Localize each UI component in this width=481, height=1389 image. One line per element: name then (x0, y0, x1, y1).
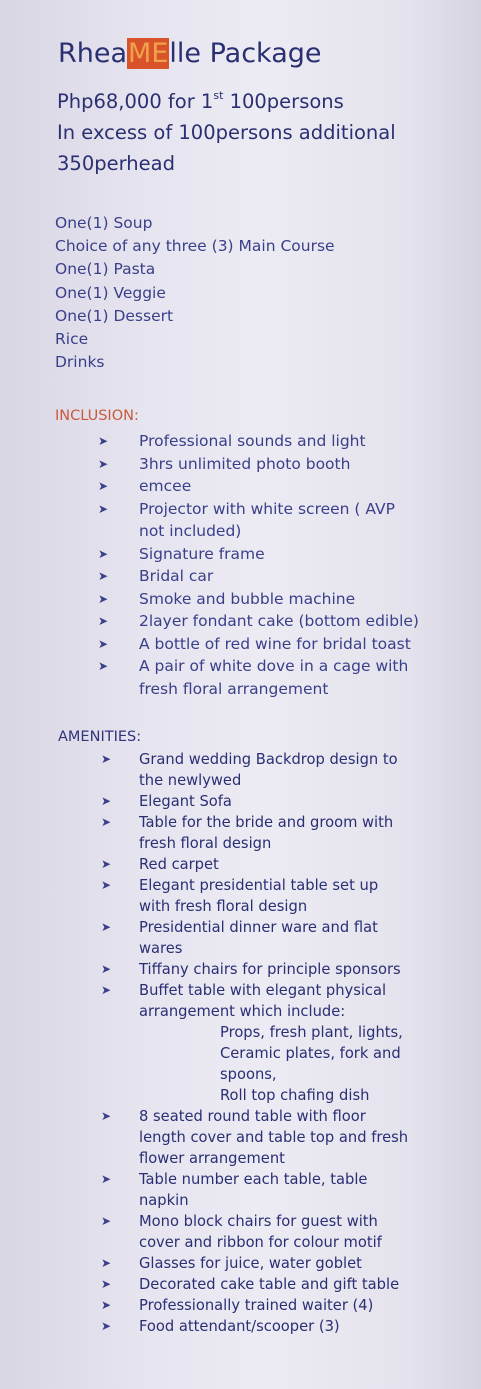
inclusion-list (98, 430, 424, 700)
price-text: Php68,000 for 1 (57, 90, 214, 113)
inclusion-item-text: 3hrs unlimited photo booth (139, 454, 351, 473)
arrowhead-bullet-icon: ➤ (98, 591, 109, 606)
inclusion-item-text: A bottle of red wine for bridal toast (139, 634, 411, 653)
amenity-item-text: Tiffany chairs for principle sponsors (139, 961, 401, 978)
amenities-list (101, 749, 429, 1337)
amenity-item-text: Food attendant/scooper (3) (139, 1318, 340, 1335)
amenity-item-text: with fresh floral design (139, 898, 308, 915)
inclusion-heading: INCLUSION: (55, 408, 139, 424)
price-superscript: st (213, 89, 224, 102)
arrowhead-bullet-icon: ➤ (101, 1256, 112, 1270)
amenity-item-text: arrangement which include: (139, 1003, 346, 1020)
buffet-include-text: Ceramic plates, fork and (220, 1045, 401, 1062)
title-part-2: lle Package (169, 38, 322, 69)
amenity-item-text: the newlywed (139, 772, 242, 789)
package-title (58, 36, 322, 72)
menu-list (55, 212, 335, 374)
inclusion-item-text: fresh floral arrangement (139, 679, 329, 698)
amenity-item (101, 980, 429, 1106)
amenity-item-text: Table number each table, table (139, 1171, 368, 1188)
amenity-item (101, 875, 429, 917)
buffet-include-text: Roll top chafing dish (220, 1087, 370, 1104)
inclusion-item (98, 453, 424, 476)
title-highlight: ME (128, 38, 169, 69)
amenity-item-text: 8 seated round table with floor (139, 1108, 366, 1125)
amenity-item-text: Elegant Sofa (139, 793, 232, 810)
inclusion-item (98, 543, 424, 566)
inclusion-item (98, 588, 424, 611)
menu-item: Rice (55, 330, 89, 349)
menu-item: One(1) Veggie (55, 283, 166, 302)
amenity-item (101, 959, 429, 980)
amenity-item-text: Table for the bride and groom with (139, 814, 394, 831)
amenity-item (101, 917, 429, 959)
amenity-item (101, 791, 429, 812)
menu-item: One(1) Soup (55, 214, 153, 232)
menu-item: Choice of any three (3) Main Course (55, 237, 335, 256)
menu-item: One(1) Dessert (55, 306, 174, 325)
amenity-item-text: Presidential dinner ware and flat (139, 919, 378, 936)
arrowhead-bullet-icon: ➤ (101, 1172, 112, 1186)
inclusion-item-text: Professional sounds and light (139, 432, 366, 450)
inclusion-item-text: Smoke and bubble machine (139, 589, 356, 608)
amenity-item-text: flower arrangement (139, 1150, 285, 1167)
amenity-item-text: Grand wedding Backdrop design to (139, 751, 398, 768)
amenity-item-text: wares (139, 940, 183, 957)
arrowhead-bullet-icon: ➤ (101, 1109, 112, 1123)
arrowhead-bullet-icon: ➤ (98, 434, 109, 448)
inclusion-item-text: A pair of white dove in a cage with (139, 657, 409, 675)
arrowhead-bullet-icon: ➤ (98, 546, 109, 561)
arrowhead-bullet-icon: ➤ (101, 920, 112, 934)
arrowhead-bullet-icon: ➤ (101, 752, 112, 766)
arrowhead-bullet-icon: ➤ (101, 1298, 112, 1312)
inclusion-item (98, 498, 424, 543)
arrowhead-bullet-icon: ➤ (101, 962, 112, 976)
amenity-item-text: Decorated cake table and gift table (139, 1276, 400, 1293)
amenity-item-text: Professionally trained waiter (4) (139, 1297, 374, 1314)
arrowhead-bullet-icon: ➤ (98, 659, 109, 673)
inclusion-item (98, 475, 424, 498)
arrowhead-bullet-icon: ➤ (98, 614, 109, 628)
buffet-include-text: spoons, (220, 1066, 277, 1083)
arrowhead-bullet-icon: ➤ (101, 857, 112, 871)
amenity-item-text: length cover and table top and fresh (139, 1129, 409, 1146)
price-line (57, 86, 344, 117)
arrowhead-bullet-icon: ➤ (101, 794, 112, 808)
amenity-item (101, 1253, 429, 1274)
menu-item: One(1) Pasta (55, 260, 156, 279)
arrowhead-bullet-icon: ➤ (98, 501, 109, 516)
inclusion-item-text: not included) (139, 522, 242, 540)
amenity-item-text: napkin (139, 1192, 189, 1209)
arrowhead-bullet-icon: ➤ (101, 983, 112, 997)
amenity-item (101, 1316, 429, 1337)
amenity-item (101, 1295, 429, 1316)
amenity-item-text: Buffet table with elegant physical (139, 982, 387, 999)
inclusion-item (98, 655, 424, 700)
amenity-item (101, 1106, 429, 1169)
arrowhead-bullet-icon: ➤ (101, 815, 112, 829)
arrowhead-bullet-icon: ➤ (98, 636, 109, 651)
inclusion-item (98, 565, 424, 588)
inclusion-item-text: Projector with white screen ( AVP (139, 499, 395, 518)
amenity-item-text: cover and ribbon for colour motif (139, 1234, 382, 1251)
per-head-line: 350perhead (57, 152, 175, 175)
buffet-include-text: Props, fresh plant, lights, (220, 1024, 403, 1041)
inclusion-item-text: Bridal car (139, 567, 214, 585)
amenity-item-text: Elegant presidential table set up (139, 877, 379, 894)
arrowhead-bullet-icon: ➤ (98, 479, 109, 493)
amenity-item (101, 1211, 429, 1253)
inclusion-item-text: emcee (139, 477, 192, 495)
buffet-includes (139, 1022, 429, 1106)
title-part-1: Rhea (58, 38, 128, 69)
arrowhead-bullet-icon: ➤ (101, 1277, 112, 1291)
inclusion-item-text: 2layer fondant cake (bottom edible) (139, 612, 419, 630)
arrowhead-bullet-icon: ➤ (98, 456, 109, 471)
amenity-item (101, 1274, 429, 1295)
excess-line: In excess of 100persons additional (57, 121, 396, 144)
amenity-item (101, 749, 429, 791)
inclusion-item-text: Signature frame (139, 544, 265, 563)
arrowhead-bullet-icon: ➤ (101, 1214, 112, 1228)
amenity-item (101, 1169, 429, 1211)
amenity-item-text: Mono block chairs for guest with (139, 1213, 378, 1230)
amenity-item-text: Red carpet (139, 856, 219, 873)
inclusion-item (98, 430, 424, 453)
amenities-heading: AMENITIES: (58, 729, 142, 745)
arrowhead-bullet-icon: ➤ (101, 878, 112, 892)
amenity-item (101, 812, 429, 854)
menu-item: Drinks (55, 353, 105, 372)
arrowhead-bullet-icon: ➤ (98, 569, 109, 583)
inclusion-item (98, 610, 424, 633)
amenity-item (101, 854, 429, 875)
amenity-item-text: fresh floral design (139, 835, 272, 852)
arrowhead-bullet-icon: ➤ (101, 1319, 112, 1333)
amenity-item-text: Glasses for juice, water goblet (139, 1255, 362, 1272)
price-persons: 100persons (223, 90, 344, 113)
inclusion-item (98, 633, 424, 656)
